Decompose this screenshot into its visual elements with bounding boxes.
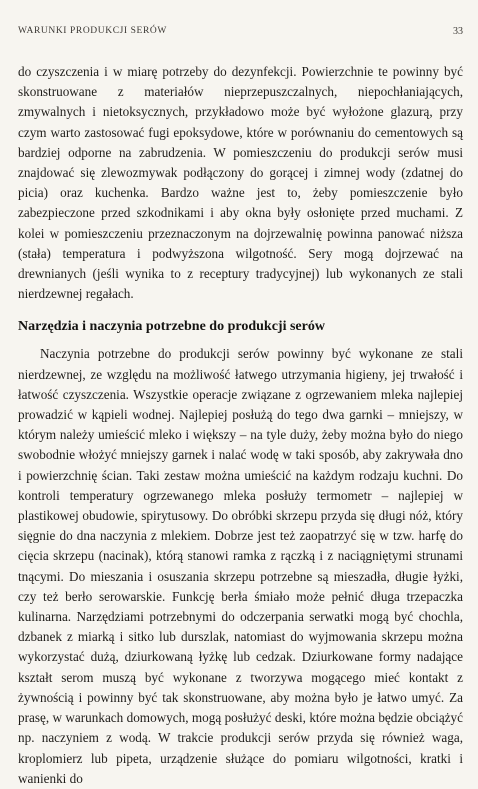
paragraph-hygiene: do czyszczenia i w miarę potrzeby do dezynfekcji. Powierzchnie te powinny być skonstruowane z materiałów nieprzepuszczalnych, niepochłaniających, zmywalnych i nietoksycznych, przykładowo może być wyłożone glazurą, przy czym warto zastosować fugi epoksydowe, które w porównaniu do cementowych są bardziej odporne na zabrudzenia. W pomieszczeniu do produkcji serów musi znajdować się zlewozmywak podłączony do gorącej i zimnej wody (zdatnej do picia) oraz kuchenka. Bardzo ważne jest to, żeby pomieszczenie było zabezpieczone przed szkodnikami i aby okna były osłonięte przed muchami. Z kolei w pomieszczeniu przeznaczonym na dojrzewalnię powinna panować niższa (stała) temperatura i podwyższona wilgotność. Sery mogą dojrzewać na drewnianych (jeśli wynika to z receptury tradycyjnej) lub wykonanych ze stali nierdzewnej regałach. — [18, 64, 463, 302]
section-heading: Narzędzia i naczynia potrzebne do produkcji serów — [18, 319, 325, 335]
running-head: WARUNKI PRODUKCJI SERÓW — [18, 26, 167, 36]
paragraph-tools: Naczynia potrzebne do produkcji serów powinny być wykonane ze stali nierdzewnej, ze względu na możliwość łatwego utrzymania higieny, jej trwałość i łatwość czyszczenia. Wszystkie operacje związane z ogrzewaniem mleka najlepiej prowadzić w kąpieli wodnej. Najlepiej posłużą do tego dwa garnki – mniejszy, w którym należy umieścić mleko i większy – na tyle duży, żeby można było do niego swobodnie włożyć mniejszy garnek i nalać wodę w taki sposób, aby zakrywała dno i powierzchnię ścian. Taki zestaw można umieścić na każdym rodzaju kuchni. Do kontroli temperatury ogrzewanego mleka posłuży termometr – najlepiej w plastikowej obudowie, spirytusowy. Do obróbki skrzepu przyda się długi nóż, który sięgnie do dna naczynia z mlekiem. Dobrze jest też zaopatrzyć się w tzw. harfę do cięcia skrzepu (nacinak), którą stanowi ramka z rączką i z naciągniętymi strunami tnącymi. Do mieszania i osuszania skrzepu potrzebne są mieszadła, długie łyżki, czy też berło serowarskie. Funkcję berła śmiało może pełnić długa trzepaczka kulinarna. Narzędziami potrzebnymi do odczerpania serwatki mogą być chochla, dzbanek z miarką i sitko lub durszlak, natomiast do wyjmowania skrzepu można wykorzystać dużą, dziurkowaną łyżkę lub cedzak. Dziurkowane formy nadające kształt serom muszą być wykonane z tworzywa mogącego mieć kontakt z żywnością i powinny być tak skonstruowane, aby można było je łatwo umyć. Za prasę, w warunkach domowych, mogą posłużyć deski, które można będzie obciążyć np. naczyniem z wodą. W trakcie produkcji serów przyda się również waga, kroplomierz lub pipeta, urządzenie służące do pomiaru wilgotności, kratki i wanienki do — [18, 346, 463, 786]
page-number: 33 — [453, 26, 463, 37]
page-header — [18, 26, 463, 42]
page-content — [18, 62, 463, 789]
